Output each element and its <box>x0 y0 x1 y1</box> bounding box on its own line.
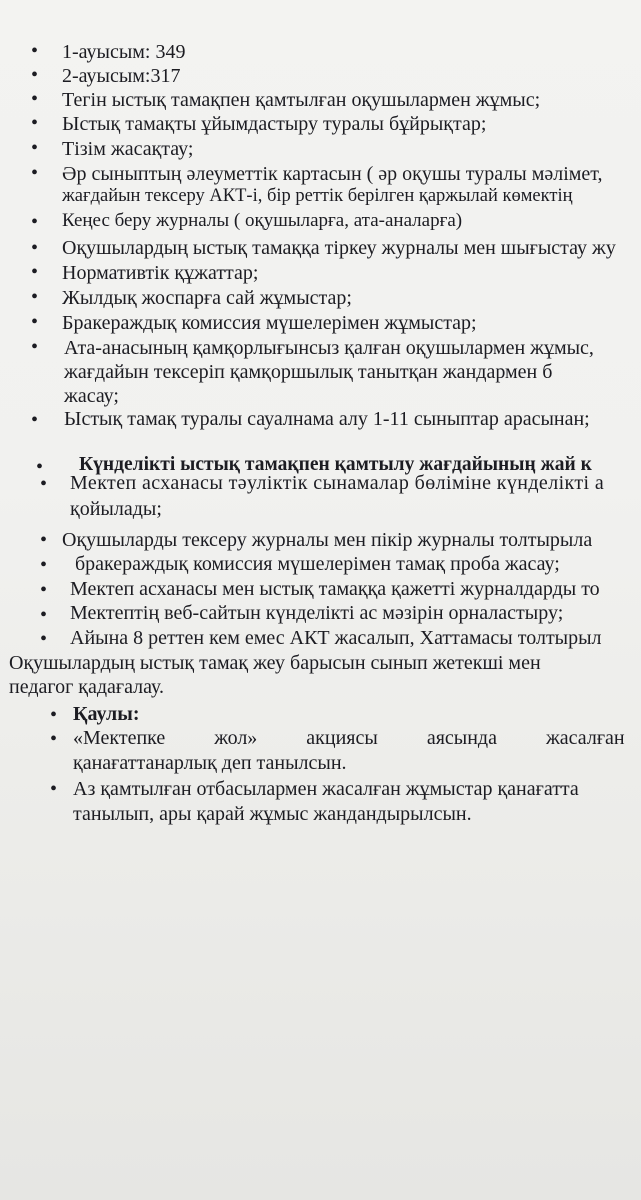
bullet-icon: • <box>50 728 58 750</box>
bullet-icon: • <box>31 112 39 134</box>
item-text: «Мектепке жол» акциясы аясында жасалған <box>73 727 625 749</box>
bullet-icon: • <box>40 473 48 495</box>
bullet-icon: • <box>31 64 39 86</box>
item-text-continued: қойылады; <box>70 498 162 520</box>
item-text: Мектеп асханасы мен ыстық тамаққа қажетті журналдарды то <box>70 578 600 600</box>
paragraph-line: педагог қадағалау. <box>9 676 165 698</box>
bullet-icon: • <box>40 628 48 650</box>
item-text: Оқушыларды тексеру журналы мен пікір журналы толтырыла <box>62 529 593 551</box>
bullet-icon: • <box>31 211 39 233</box>
justified-line: Оқушылардың ыстық тамақ жеу барысын сынып жетекші мен <box>9 652 541 674</box>
bullet-icon: • <box>31 409 39 431</box>
item-text: 2-ауысым:317 <box>62 65 181 87</box>
section-heading: Күнделікті ыстық тамақпен қамтылу жағдайының жай к <box>79 454 592 475</box>
bullet-icon: • <box>31 336 39 358</box>
bullet-icon: • <box>40 579 48 601</box>
item-text-continued: жасау; <box>64 385 119 407</box>
item-text: Тегін ыстық тамақпен қамтылған оқушылармен жұмыс; <box>62 89 541 111</box>
item-text-continued: қанағаттанарлық деп танылсын. <box>73 752 347 774</box>
justified-line: жағдайын тексеріп қамқоршылық танытқан жандармен б <box>64 361 553 383</box>
item-text-continued: танылып, ары қарай жұмыс жандандырылсын. <box>73 803 472 825</box>
item-text-continued <box>64 360 641 384</box>
item-text: Оқушылардың ыстық тамаққа тіркеу журналы мен шығыстау жу <box>62 237 616 259</box>
bullet-icon: • <box>50 704 58 726</box>
item-text: Мектеп асханасы тәуліктік сынамалар бөліміне күнделікті а <box>70 472 605 494</box>
item-text: Тізім жасақтау; <box>62 138 194 160</box>
item-text: Бракераждық комиссия мүшелерімен жұмыстар; <box>62 312 477 334</box>
item-text: 1-ауысым: 349 <box>62 41 186 63</box>
bullet-icon: • <box>31 40 39 62</box>
paragraph-line <box>9 651 641 675</box>
bullet-icon: • <box>50 778 58 800</box>
bullet-icon: • <box>31 162 39 184</box>
item-text: Ыстық тамақты ұйымдастыру туралы бұйрықтар; <box>62 113 487 135</box>
item-text: Аз қамтылған отбасылармен жасалған жұмыстар қанағатта <box>73 778 579 800</box>
decisions-heading: Қаулы: <box>73 703 140 725</box>
bullet-icon: • <box>40 604 48 626</box>
item-text: Жылдық жоспарға сай жұмыстар; <box>62 287 352 309</box>
item-text: бракераждық комиссия мүшелерімен тамақ проба жасау; <box>70 553 560 575</box>
item-text: Ыстық тамақ туралы сауалнама алу 1-11 сыныптар арасынан; <box>64 408 590 430</box>
item-text: Нормативтік құжаттар; <box>62 262 259 284</box>
bullet-icon: • <box>31 137 39 159</box>
bullet-icon: • <box>40 554 48 576</box>
item-text: Айына 8 реттен кем емес АКТ жасалып, Хаттамасы толтырыл <box>70 627 602 649</box>
item-text: Ата-анасының қамқорлығынсыз қалған оқушылармен жұмыс, <box>64 337 594 359</box>
bullet-icon: • <box>31 237 39 259</box>
bullet-icon: • <box>31 261 39 283</box>
item-text: Әр сыныптың әлеуметтік картасын ( әр оқушы туралы мәлімет, <box>62 163 603 185</box>
bullet-icon: • <box>36 456 44 478</box>
item-text-continued: жағдайын тексеру АКТ-і, бір реттік берілген қаржылай көмектің <box>62 186 573 206</box>
bullet-icon: • <box>31 286 39 308</box>
bullet-icon: • <box>31 311 39 333</box>
item-text: Кеңес беру журналы ( оқушыларға, ата-аналарға) <box>62 210 463 231</box>
bullet-icon: • <box>40 529 48 551</box>
bullet-icon: • <box>31 88 39 110</box>
item-text: Мектептің веб-сайтын күнделікті ас мәзірін орналастыру; <box>70 602 564 624</box>
